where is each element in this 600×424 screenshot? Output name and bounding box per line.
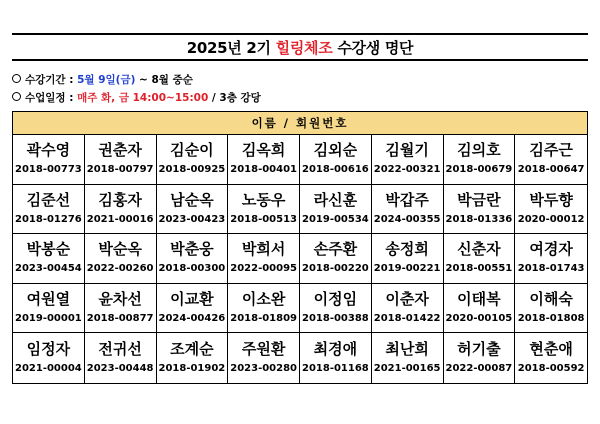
member-id: 2018-00300 — [158, 263, 226, 275]
member-name: 최경애 — [313, 340, 358, 359]
member-name: 윤차선 — [98, 290, 142, 309]
member-id: 2021-00004 — [14, 363, 82, 375]
member-id: 2018-01743 — [517, 263, 585, 275]
member-name: 이태복 — [457, 290, 501, 309]
roster-cell — [157, 234, 229, 284]
schedule-value: 매주 화, 금 14:00~15:00 — [77, 92, 209, 104]
member-id: 2020-00012 — [517, 213, 585, 225]
member-name: 라신훈 — [313, 190, 358, 209]
member-id: 2018-01808 — [517, 313, 585, 325]
member-name: 김의호 — [457, 141, 501, 160]
roster-cell — [444, 185, 516, 235]
member-id: 2018-00401 — [230, 164, 298, 176]
roster-cell — [85, 333, 157, 383]
roster-cell — [85, 135, 157, 185]
member-name: 이춘자 — [385, 290, 429, 309]
title-suffix: 수강생 명단 — [332, 38, 414, 57]
member-id: 2018-01809 — [230, 313, 298, 325]
roster-cell — [300, 284, 372, 334]
roster-cell — [228, 135, 300, 185]
member-id: 2022-00260 — [86, 263, 154, 275]
member-name: 신춘자 — [457, 240, 501, 259]
member-id: 2024-00426 — [158, 313, 226, 325]
member-name: 김주근 — [529, 141, 573, 160]
member-id: 2020-00105 — [445, 313, 513, 325]
roster-cell — [372, 185, 444, 235]
member-id: 2019-00221 — [373, 263, 441, 275]
roster-header: 이름 / 회원번호 — [13, 112, 587, 135]
roster-cell — [444, 333, 516, 383]
roster-cell — [157, 185, 229, 235]
roster-cell — [300, 333, 372, 383]
member-id: 2018-00592 — [517, 363, 585, 375]
roster-cell — [13, 234, 85, 284]
member-id: 2019-00534 — [301, 213, 369, 225]
roster-cell — [13, 185, 85, 235]
member-id: 2022-00087 — [445, 363, 513, 375]
member-id: 2018-01336 — [445, 213, 513, 225]
member-name: 남순옥 — [170, 190, 214, 209]
roster-cell — [372, 135, 444, 185]
roster-cell — [300, 234, 372, 284]
member-name: 현춘애 — [529, 340, 573, 359]
member-name: 김준선 — [26, 190, 71, 209]
member-id: 2018-01276 — [14, 213, 82, 225]
roster-cell — [228, 234, 300, 284]
roster-cell — [228, 185, 300, 235]
member-name: 김홍자 — [98, 190, 142, 209]
member-name: 박갑주 — [385, 190, 429, 209]
member-name: 노동우 — [241, 190, 286, 209]
member-id: 2018-00925 — [158, 164, 226, 176]
roster-cell — [85, 284, 157, 334]
roster-cell — [372, 333, 444, 383]
member-name: 여경자 — [529, 240, 573, 259]
bullet-circle-icon — [12, 74, 21, 83]
member-id: 2023-00423 — [158, 213, 226, 225]
member-id: 2018-00877 — [86, 313, 154, 325]
member-id: 2018-00773 — [14, 164, 82, 176]
roster-cell — [515, 284, 587, 334]
member-id: 2023-00280 — [230, 363, 298, 375]
roster-grid — [13, 135, 587, 383]
roster-cell — [13, 284, 85, 334]
member-name: 박순옥 — [98, 240, 142, 259]
member-name: 전귀선 — [98, 340, 142, 359]
member-name: 임정자 — [26, 340, 71, 359]
member-id: 2023-00448 — [86, 363, 154, 375]
member-id: 2018-00647 — [517, 164, 585, 176]
member-name: 김월기 — [385, 141, 429, 160]
roster-cell — [300, 135, 372, 185]
member-name: 박봉순 — [26, 240, 71, 259]
roster-cell — [157, 135, 229, 185]
period-rest: ~ 8월 중순 — [135, 74, 193, 86]
schedule-rest: / 3층 강당 — [208, 92, 261, 104]
roster-cell — [515, 135, 587, 185]
roster-cell — [515, 333, 587, 383]
roster-cell — [372, 234, 444, 284]
member-name: 김옥희 — [241, 141, 286, 160]
member-name: 조계순 — [170, 340, 214, 359]
roster-cell — [85, 234, 157, 284]
member-name: 주원환 — [241, 340, 286, 359]
member-name: 최난희 — [385, 340, 429, 359]
roster-cell — [228, 284, 300, 334]
member-name: 허기출 — [457, 340, 501, 359]
member-name: 박두향 — [529, 190, 573, 209]
roster-cell — [515, 234, 587, 284]
roster-cell — [13, 333, 85, 383]
member-id: 2018-01168 — [301, 363, 369, 375]
member-name: 손주환 — [313, 240, 358, 259]
roster-cell — [300, 185, 372, 235]
member-id: 2018-01902 — [158, 363, 226, 375]
member-name: 이해숙 — [529, 290, 573, 309]
roster-table — [12, 111, 588, 384]
member-name: 박금란 — [457, 190, 501, 209]
roster-cell — [157, 333, 229, 383]
period-value: 5월 9일(금) — [77, 74, 136, 86]
period-label: 수강기간 : — [25, 74, 78, 86]
period-line — [12, 72, 193, 87]
roster-cell — [228, 333, 300, 383]
member-id: 2018-00388 — [301, 313, 369, 325]
title-bar — [12, 33, 588, 61]
schedule-label: 수업일정 : — [25, 92, 78, 104]
roster-cell — [157, 284, 229, 334]
member-name: 박춘웅 — [170, 240, 214, 259]
member-name: 김순이 — [170, 141, 214, 160]
member-id: 2018-00220 — [301, 263, 369, 275]
member-id: 2023-00454 — [14, 263, 82, 275]
roster-cell — [444, 234, 516, 284]
bullet-circle-icon — [12, 92, 21, 101]
member-name: 김외순 — [313, 141, 358, 160]
member-id: 2021-00165 — [373, 363, 441, 375]
member-id: 2022-00095 — [230, 263, 298, 275]
schedule-line — [12, 90, 261, 105]
member-id: 2021-00016 — [86, 213, 154, 225]
roster-cell — [372, 284, 444, 334]
roster-cell — [444, 284, 516, 334]
member-name: 이소완 — [241, 290, 286, 309]
member-name: 이정임 — [313, 290, 358, 309]
member-id: 2018-01422 — [373, 313, 441, 325]
roster-cell — [13, 135, 85, 185]
member-id: 2022-00321 — [373, 164, 441, 176]
title-prefix: 2025년 2기 — [186, 38, 276, 57]
member-id: 2019-00001 — [14, 313, 82, 325]
title-accent: 힐링체조 — [275, 38, 333, 57]
member-id: 2018-00797 — [86, 164, 154, 176]
member-name: 곽수영 — [26, 141, 71, 160]
roster-cell — [444, 135, 516, 185]
member-id: 2024-00355 — [373, 213, 441, 225]
member-name: 여원열 — [26, 290, 71, 309]
roster-cell — [85, 185, 157, 235]
member-id: 2018-00513 — [230, 213, 298, 225]
member-id: 2018-00679 — [445, 164, 513, 176]
member-name: 송정희 — [385, 240, 429, 259]
member-id: 2018-00551 — [445, 263, 513, 275]
page-title — [187, 37, 413, 58]
member-name: 이교환 — [170, 290, 214, 309]
member-name: 박희서 — [241, 240, 286, 259]
member-id: 2018-00616 — [301, 164, 369, 176]
member-name: 권춘자 — [98, 141, 142, 160]
roster-cell — [515, 185, 587, 235]
